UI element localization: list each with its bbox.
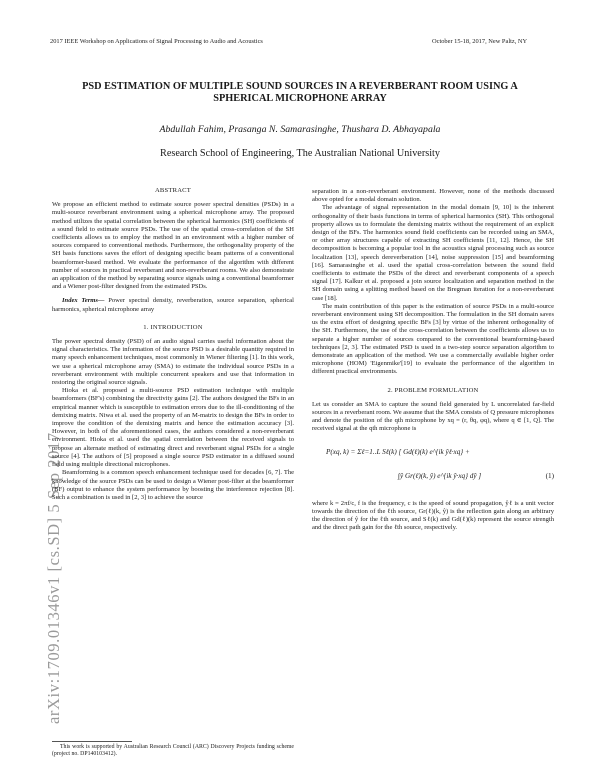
author-list: Abdullah Fahim, Prasanga N. Samarasinghe, Thushara D. Abhayapala — [159, 124, 441, 135]
problem-paragraph-2: where k = 2πf/c, f is the frequency, c is the speed of sound propagation, ŷℓ is a unit vector towards the direction of the ℓth source, Gr(ℓ)(k, ŷ) is the reflection gain along an arbitrary the direction of ŷ for the ℓth source, and Sℓ(k) and Gd(ℓ)(k) represent the source strength and the direct path gain for the ℓth source, respectively. — [312, 499, 554, 532]
running-head-right: October 15-18, 2017, New Paltz, NY — [432, 38, 528, 45]
equation-1 — [312, 442, 554, 494]
intro-paragraph-5: The main contribution of this paper is the estimation of source PSDs in a multi-source reverberant environment using SH decomposition. The formulation in the SH domain saves us the extra effort of designing specific BFs [3] by virtue of the inherent orthogonality of the SH. Furthermore, the use of the cross-correlation between the coefficients allows us to separate a higher number of sources compared to the conventional beamforming-based techniques [2, 3]. The estimated PSD is used in a two-step source separation algorithm to demonstrate an application of the method. We use a commercially available higher order microphone (HOM) 'Eigenmike'[19] to evaluate the performance of the algorithm in different practical environments. — [312, 302, 554, 376]
introduction-heading: 1. INTRODUCTION — [143, 323, 203, 331]
running-head-left: 2017 IEEE Workshop on Applications of Signal Processing to Audio and Acoustics — [50, 38, 263, 45]
arxiv-stamp — [14, 200, 63, 724]
problem-paragraph-1: Let us consider an SMA to capture the sound field generated by L uncorrelated far-field sources in a reverberant room. We assume that the SMA consists of Q pressure microphones and denote the position of the qth microphone by xq = (r, θq, φq), where q ∈ [1, Q]. The received signal at the qth microphone is — [312, 400, 554, 433]
problem-formulation-heading: 2. PROBLEM FORMULATION — [387, 386, 479, 394]
index-terms-label: Index Terms— — [62, 297, 105, 305]
affiliation: Research School of Engineering, The Australian National University — [160, 148, 440, 159]
intro-paragraph-3-continued: separation in a non-reverberant environment. However, none of the methods discussed above opted for a modal domain solution. — [312, 188, 554, 204]
intro-paragraph-3: Beamforming is a common speech enhancement technique used for decades [6, 7]. The knowledge of the source PSDs can be used to design a Wiener post-filter at the beamformer (BF) output to enhance the system performance by boosting the interference rejection [8]. Such a combination is used in [2, 3] to achieve the source — [52, 469, 294, 501]
abstract-heading: ABSTRACT — [154, 187, 192, 194]
intro-paragraph-1: The power spectral density (PSD) of an audio signal carries useful information about the signal characteristics. The information of the source PSD is a desirable quantity required in many speech enhancement techniques, most commonly in Wiener filtering [1]. In this work, we use a spherical microphone array (SMA) to estimate the individual source PSDs in a reverberant environment with multiple concurrent speakers and use that information in restoring the original source signals. — [52, 338, 294, 387]
right-column — [312, 188, 554, 533]
equation-number: (1) — [545, 471, 554, 480]
left-column — [52, 187, 294, 502]
intro-paragraph-2: Hioka et al. proposed a multi-source PSD estimation technique with multiple beamformers (BF's) combining the directivity gains [2]. The authors designed the BFs in an empirical manner which is susceptible to estimation errors due to the ill-conditioning of the demixing matrix. Niwa et al. used the property of an M-matrix to design the BFs in order to improve the condition of the demixing matrix and hence the estimation accuracy [3]. However, in both of the aforementioned cases, the authors considered a non-reverberant environment. Hioka et al. used the spatial correlation between the received signals to propose an alternate method of estimating direct and reverberant signal PSDs for a single source [4]. The authors of [5] proposed a single source PSD estimator in a diffused sound field using multiple directional microphones. — [52, 387, 294, 469]
paper-title: PSD ESTIMATION OF MULTIPLE SOUND SOURCES IN A REVERBERANT ROOM USING A SPHERICAL MICROPHONE ARRAY — [82, 81, 518, 104]
footnote: This work is supported by Australian Research Council (ARC) Discovery Projects funding scheme (project no. DP140103412). — [52, 744, 294, 757]
arxiv-stamp-text: arXiv:1709.01346v1 [cs.SD] 5 Sep 2017 — [44, 432, 63, 724]
index-terms — [52, 297, 294, 313]
index-terms-text: Power spectral density, reverberation, source separation, spherical harmonics, spherical microphone array — [52, 297, 294, 313]
equation-1-line-2: ∫ŷ Gr(ℓ)(k, ŷ) e^{ik ŷ·xq} dŷ ] — [398, 471, 482, 480]
equation-1-line-1: P(xq, k) = Σℓ=1..L Sℓ(k) [ Gd(ℓ)(k) e^{ik ŷℓ·xq} + — [326, 447, 470, 456]
abstract-text: We propose an efficient method to estimate source power spectral densities (PSDs) in a multi-source reverberant environment using a spherical microphone array. The proposed method utilizes the spatial correlation between the spherical harmonics (SH) coefficients of a sound field to estimate source PSDs. The use of the spatial cross-correlation of the SH coefficients allows us to employ the method in an environment with a higher number of sources compared to conventional methods. Furthermore, the orthogonality property of the SH basis functions saves the effort of designing specific beam patterns of a conventional beamformer-based method. We evaluate the performance of the algorithm with different number of sources in practical reverberant and non-reverberant rooms. We also demonstrate an application of the method by separating source signals using a conventional beamformer and a Wiener post-filter designed from the estimated PSDs. — [52, 201, 294, 291]
intro-paragraph-4: The advantage of signal representation in the modal domain [9, 10] is the inherent orthogonality of their basis functions in terms of spherical harmonics (SH). This orthogonal property allows us to formulate the demixing matrix without the requirement of an explicit design of the BFs. The harmonics sound field coefficients can be recorded using an SMA, or other array structures capable of extracting SH coefficients [11, 12]. Hence, the SH decomposition is becoming a popular tool in the acoustics signal processing such as source localization [13], speech dereverberation [14], noise suppression [15] and beamforming [16]. Samarasinghe et al. used the spatial cross-correlation between the sound field coefficients to estimate the PSDs of the direct and reverberant components of a speech signal [17]. Kalkur et al. proposed a join source localization and separation method in the SH domain using a splitting method based on the Bregman iteration for a non-reverberant case [18]. — [312, 204, 554, 302]
footnote-rule — [52, 741, 132, 742]
